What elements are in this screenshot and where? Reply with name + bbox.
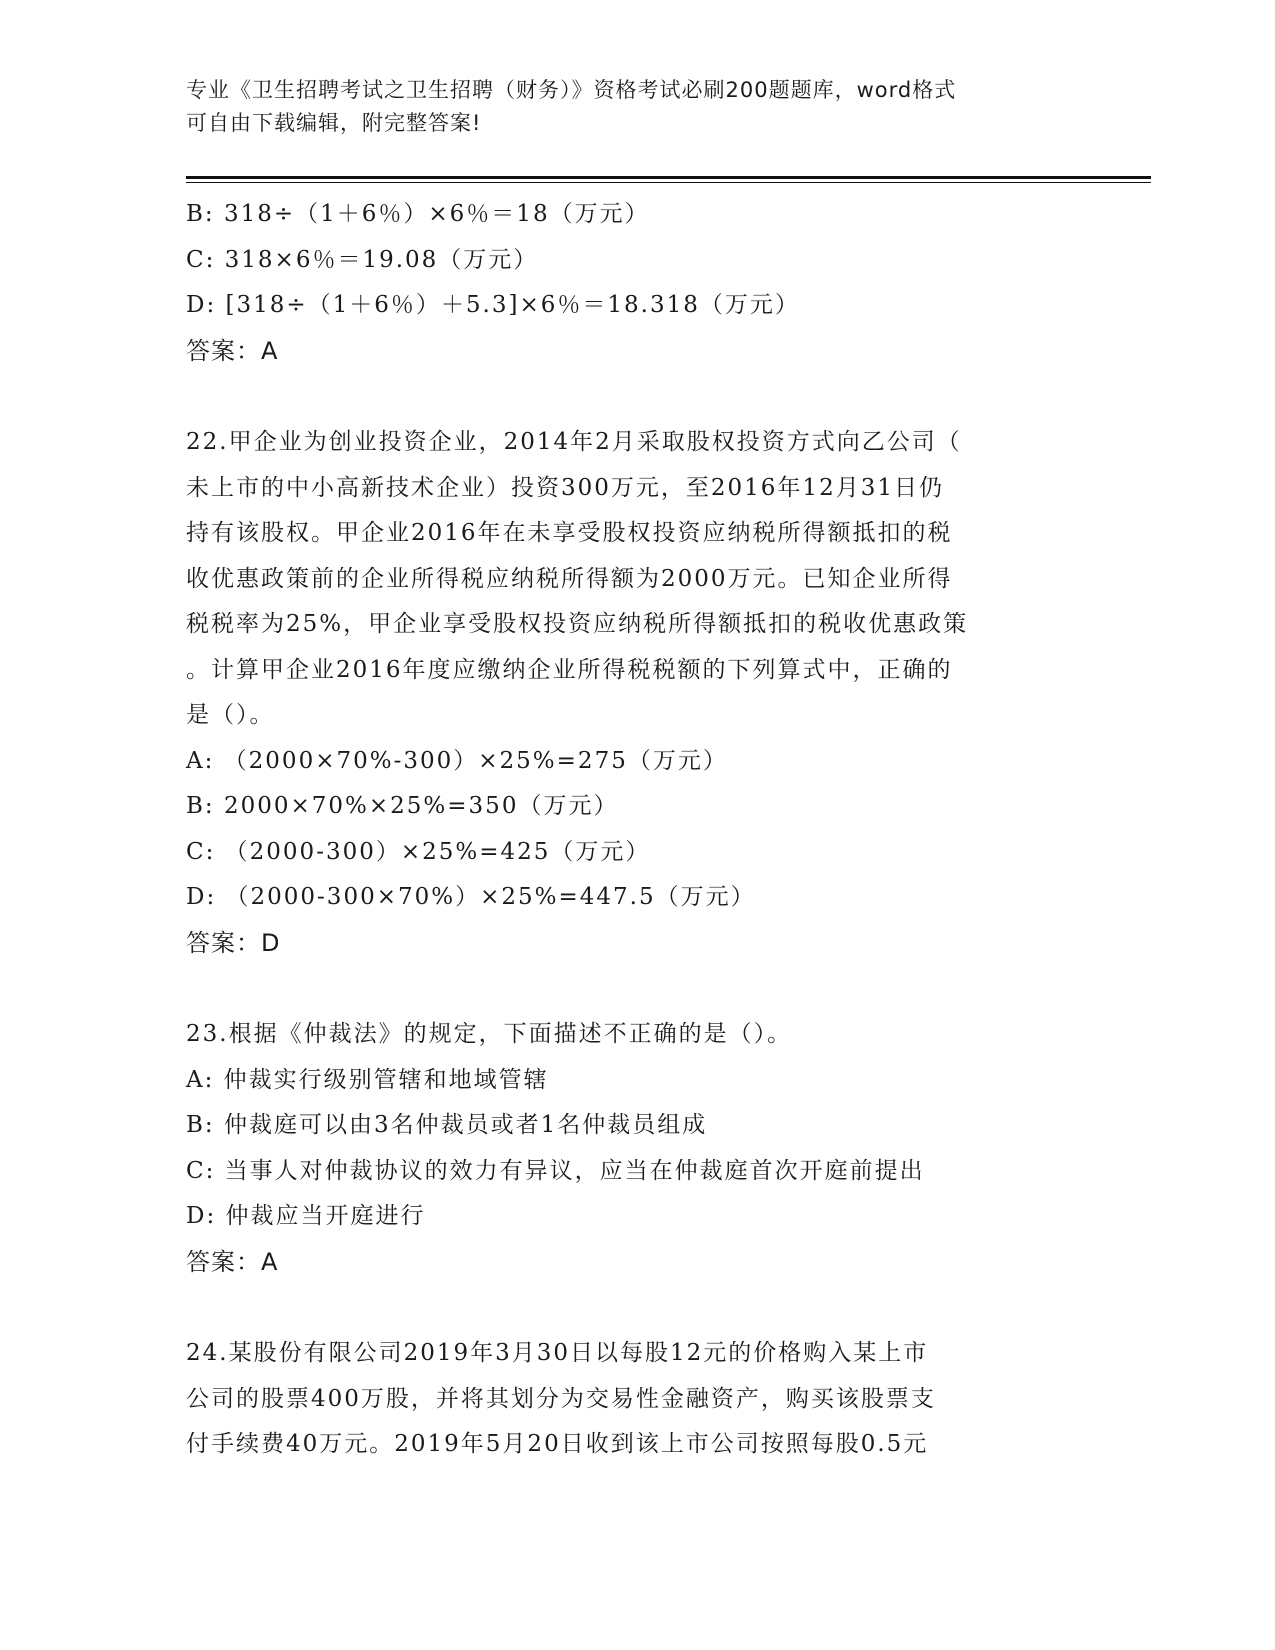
option-b: B: 仲裁庭可以由3名仲裁员或者1名仲裁员组成 bbox=[186, 1112, 708, 1138]
question-stem-line: 未上市的中小高新技术企业）投资300万元，至2016年12月31日仍 bbox=[186, 474, 944, 501]
header-rule-thick bbox=[186, 176, 1151, 179]
option-d: D: （2000-300×70%）×25%=447.5（万元） bbox=[186, 884, 756, 910]
option-d: D: 仲裁应当开庭进行 bbox=[186, 1203, 426, 1229]
question-stem-line: 收优惠政策前的企业所得税应纳税所得额为2000万元。已知企业所得 bbox=[186, 565, 953, 592]
header-line-1: 专业《卫生招聘考试之卫生招聘（财务）》资格考试必刷200题题库，word格式 bbox=[186, 78, 957, 102]
question-21-tail bbox=[186, 192, 1086, 374]
option-b: B: 2000×70%×25%=350（万元） bbox=[186, 793, 619, 819]
question-stem-line: 23.根据《仲裁法》的规定，下面描述不正确的是（）。 bbox=[186, 1021, 793, 1047]
question-stem-line: 付手续费40万元。2019年5月20日收到该上市公司按照每股0.5元 bbox=[186, 1431, 929, 1457]
option-c: C: 当事人对仲裁协议的效力有异议，应当在仲裁庭首次开庭前提出 bbox=[186, 1157, 925, 1184]
option-a: A: （2000×70%-300）×25%=275（万元） bbox=[186, 747, 728, 774]
header-rule-thin bbox=[186, 182, 1151, 183]
option-d: D: [318÷（1＋6％）＋5.3]×6％＝18.318（万元） bbox=[186, 292, 800, 318]
option-a: A: 仲裁实行级别管辖和地域管辖 bbox=[186, 1066, 549, 1093]
option-c: C: 318×6％＝19.08（万元） bbox=[186, 246, 539, 273]
header-line-2: 可自由下载编辑，附完整答案! bbox=[186, 111, 482, 135]
question-stem-line: 24.某股份有限公司2019年3月30日以每股12元的价格购入某上市 bbox=[186, 1340, 929, 1366]
option-b: B: 318÷（1＋6％）×6％＝18（万元） bbox=[186, 201, 650, 227]
document-body bbox=[186, 192, 1086, 1468]
answer-line: 答案：A bbox=[186, 336, 279, 365]
question-stem-line: 公司的股票400万股，并将其划分为交易性金融资产，购买该股票支 bbox=[186, 1385, 936, 1412]
question-23 bbox=[186, 1012, 1086, 1285]
question-stem-line: 是（）。 bbox=[186, 702, 275, 728]
question-stem-line: 22.甲企业为创业投资企业，2014年2月采取股权投资方式向乙公司（ bbox=[186, 429, 962, 455]
question-stem-line: 持有该股权。甲企业2016年在未享受股权投资应纳税所得额抵扣的税 bbox=[186, 520, 953, 546]
question-22 bbox=[186, 420, 1086, 966]
question-stem-line: 。计算甲企业2016年度应缴纳企业所得税税额的下列算式中，正确的 bbox=[186, 656, 953, 683]
answer-line: 答案：D bbox=[186, 928, 281, 957]
question-24 bbox=[186, 1331, 1086, 1468]
document-header bbox=[186, 74, 1066, 140]
option-c: C: （2000-300）×25%=425（万元） bbox=[186, 838, 651, 865]
question-stem-line: 税税率为25%，甲企业享受股权投资应纳税所得额抵扣的税收优惠政策 bbox=[186, 611, 969, 637]
answer-line: 答案：A bbox=[186, 1247, 279, 1276]
